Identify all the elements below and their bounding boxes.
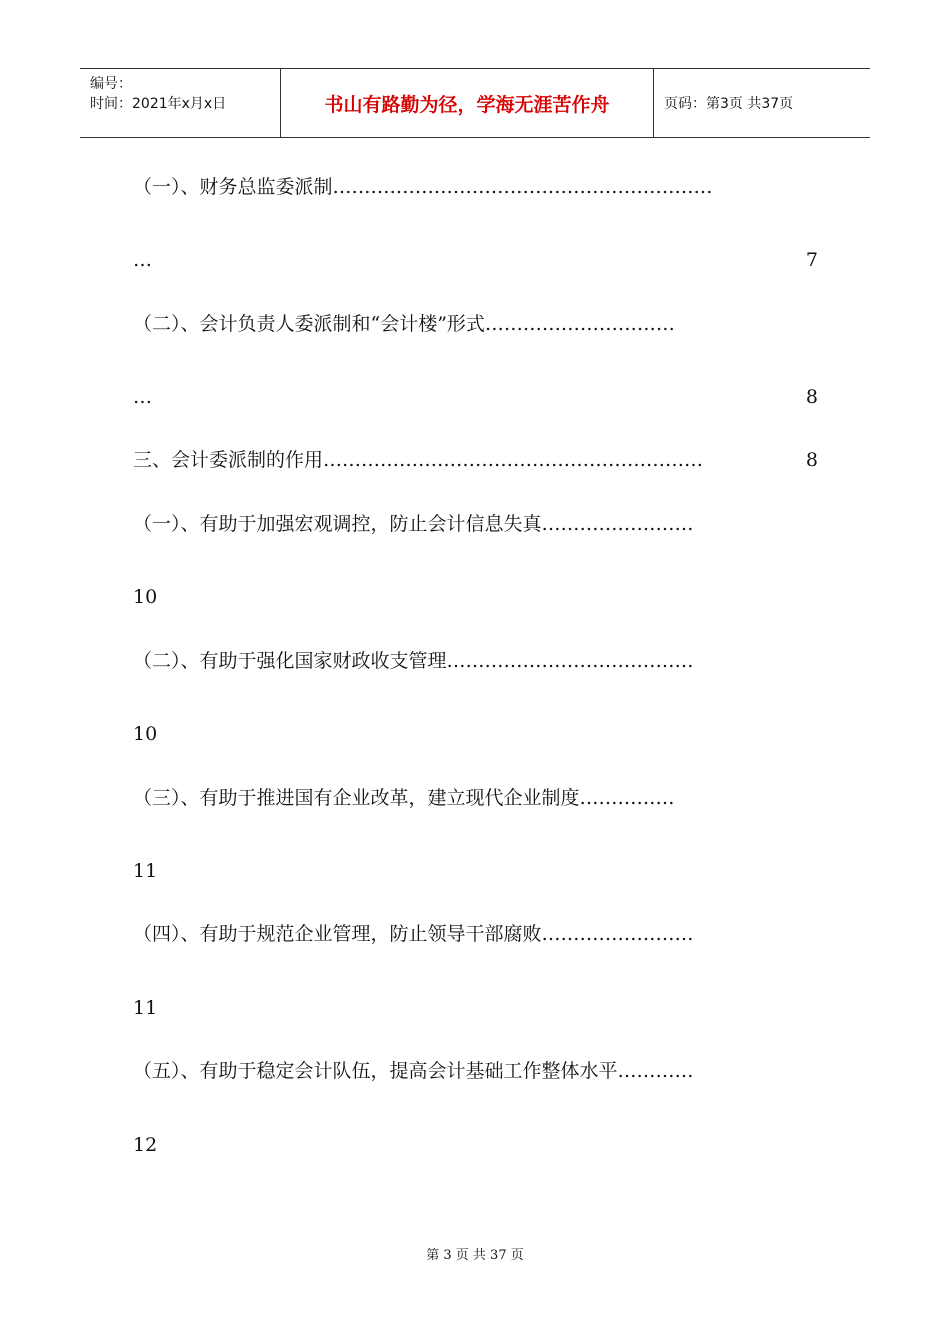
toc-line	[133, 385, 818, 409]
document-date: 时间：2021年x月x日	[90, 96, 227, 112]
toc-line	[133, 922, 818, 946]
toc-text: （四）、有助于规范企业管理，防止领导干部腐败……………………	[133, 923, 694, 945]
toc-text: （二）、会计负责人委派制和“会计楼”形式…………………………	[133, 313, 675, 335]
toc-line	[133, 649, 818, 673]
toc-line	[133, 1133, 818, 1157]
toc-line	[133, 312, 818, 336]
toc-line	[133, 859, 818, 883]
toc-line	[133, 1059, 818, 1083]
toc-text: …	[133, 386, 152, 408]
toc-text: 11	[133, 997, 158, 1019]
toc-text: （五）、有助于稳定会计队伍，提高会计基础工作整体水平…………	[133, 1060, 694, 1082]
header-page-cell	[654, 69, 870, 137]
toc-text: 11	[133, 860, 158, 882]
toc-line	[133, 448, 818, 472]
toc-line	[133, 512, 818, 536]
page-footer	[0, 1244, 950, 1263]
toc-text: 10	[133, 586, 158, 608]
header-meta-cell	[80, 69, 281, 137]
toc-page-number: 8	[805, 386, 818, 408]
toc-text: （二）、有助于强化国家财政收支管理…………………………………	[133, 650, 694, 672]
toc-page-number: 8	[805, 449, 818, 471]
toc-line	[133, 585, 818, 609]
page-header	[80, 68, 870, 138]
toc-line	[133, 248, 818, 272]
toc-text: （一）、财务总监委派制……………………………………………………	[133, 176, 713, 198]
header-motto: 书山有路勤为径，学海无涯苦作舟	[324, 93, 610, 116]
footer-page-text: 第 3 页 共 37 页	[426, 1248, 524, 1263]
toc-text: （三）、有助于推进国有企业改革，建立现代企业制度……………	[133, 787, 675, 809]
toc-text: 三、会计委派制的作用……………………………………………………	[133, 449, 704, 471]
toc-line	[133, 996, 818, 1020]
toc-line	[133, 175, 818, 199]
toc-text: 10	[133, 723, 158, 745]
toc-text: （一）、有助于加强宏观调控，防止会计信息失真……………………	[133, 513, 694, 535]
toc-line	[133, 786, 818, 810]
toc-text: …	[133, 249, 152, 271]
toc-line	[133, 722, 818, 746]
header-page-info: 页码：第3页 共37页	[664, 96, 794, 112]
document-number-label: 编号：	[90, 76, 132, 92]
toc-page-number: 7	[805, 249, 818, 271]
toc-text: 12	[133, 1134, 158, 1156]
header-motto-cell	[281, 69, 654, 137]
